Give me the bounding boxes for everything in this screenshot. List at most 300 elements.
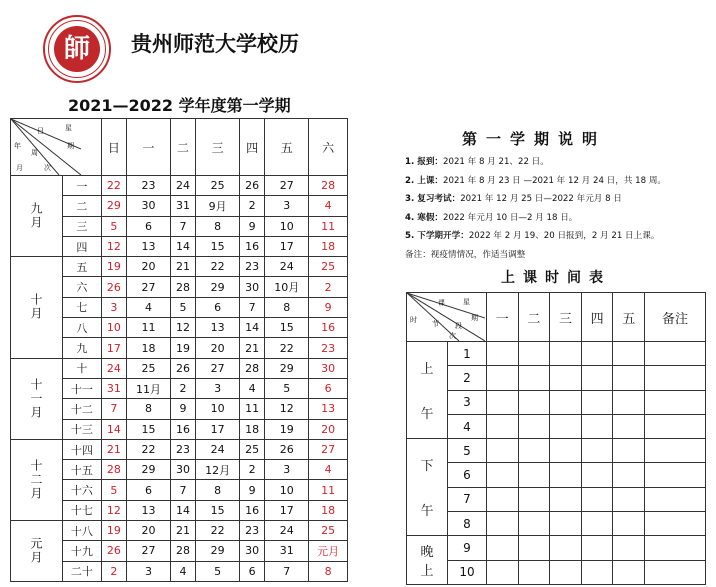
- schedule-slot: [487, 487, 519, 511]
- calendar-day-cell: 26: [170, 358, 195, 378]
- calendar-day-cell: 23: [127, 176, 171, 196]
- explanation-note: 备注：视疫情情况，作适当调整: [405, 249, 526, 260]
- period-number: 8: [448, 512, 487, 536]
- week-number: 四: [63, 236, 102, 256]
- calendar-day-cell: 26: [265, 439, 309, 459]
- schedule-corner-duan: 段: [455, 322, 462, 330]
- calendar-day-cell: 27: [309, 439, 348, 459]
- calendar-day-cell: 29: [196, 541, 240, 561]
- calendar-day-cell: 10: [101, 318, 126, 338]
- calendar-day-cell: 4: [309, 460, 348, 480]
- week-number: 九: [63, 338, 102, 358]
- calendar-day-cell: 30: [127, 196, 171, 216]
- calendar-day-cell: 22: [101, 176, 126, 196]
- month-label: 十二月: [11, 439, 63, 520]
- period-number: 1: [448, 342, 487, 366]
- schedule-slot: [518, 487, 550, 511]
- calendar-day-cell: 17: [265, 500, 309, 520]
- schedule-slot: [581, 439, 613, 463]
- schedule-period-row: [407, 536, 706, 560]
- period-number: 2: [448, 366, 487, 390]
- week-number: 十二: [63, 399, 102, 419]
- schedule-slot: [550, 414, 582, 438]
- calendar-day-cell: 23: [170, 439, 195, 459]
- calendar-day-cell: 15: [196, 500, 240, 520]
- calendar-day-cell: 7: [265, 561, 309, 581]
- calendar-day-cell: 3: [196, 378, 240, 398]
- weekday-sat: 六: [309, 119, 348, 176]
- calendar-day-cell: 13: [309, 399, 348, 419]
- schedule-slot: [550, 512, 582, 536]
- calendar-day-cell: 29: [101, 196, 126, 216]
- schedule-header-row: [407, 293, 706, 342]
- calendar-day-cell: 16: [309, 318, 348, 338]
- calendar-day-cell: 20: [127, 521, 171, 541]
- calendar-day-cell: 9: [309, 297, 348, 317]
- schedule-body: [407, 342, 706, 585]
- calendar-day-cell: 12: [265, 399, 309, 419]
- schedule-slot: [550, 536, 582, 560]
- calendar-day-cell: 24: [101, 358, 126, 378]
- calendar-day-cell: 14: [240, 318, 265, 338]
- calendar-day-cell: 10: [265, 480, 309, 500]
- calendar-day-cell: 7: [170, 216, 195, 236]
- month-label: 十一月: [11, 358, 63, 439]
- class-schedule-table: [406, 292, 706, 585]
- calendar-day-cell: 4: [127, 297, 171, 317]
- calendar-day-cell: 12: [101, 500, 126, 520]
- calendar-day-cell: 27: [265, 176, 309, 196]
- period-number: 9: [448, 536, 487, 560]
- calendar-day-cell: 5: [170, 297, 195, 317]
- calendar-day-cell: 21: [240, 338, 265, 358]
- calendar-day-cell: 3: [265, 460, 309, 480]
- calendar-day-cell: 19: [170, 338, 195, 358]
- calendar-day-cell: 27: [196, 358, 240, 378]
- calendar-day-cell: 6: [127, 216, 171, 236]
- calendar-day-cell: 12: [101, 236, 126, 256]
- calendar-day-cell: 29: [265, 358, 309, 378]
- schedule-slot: [581, 487, 613, 511]
- calendar-day-cell: 19: [101, 257, 126, 277]
- calendar-day-cell: 9月: [196, 196, 240, 216]
- schedule-slot: [550, 342, 582, 366]
- calendar-day-cell: 5: [101, 216, 126, 236]
- schedule-slot: [518, 414, 550, 438]
- calendar-day-cell: 30: [309, 358, 348, 378]
- calendar-day-cell: 3: [265, 196, 309, 216]
- schedule-slot: [613, 536, 645, 560]
- calendar-day-cell: 18: [309, 236, 348, 256]
- schedule-slot: [550, 390, 582, 414]
- schedule-slot: [613, 487, 645, 511]
- calendar-day-cell: 13: [196, 318, 240, 338]
- calendar-day-cell: 28: [101, 460, 126, 480]
- calendar-day-cell: 20: [309, 419, 348, 439]
- schedule-slot: [581, 342, 613, 366]
- calendar-day-cell: 24: [265, 257, 309, 277]
- calendar-day-cell: 18: [309, 500, 348, 520]
- calendar-body: [11, 176, 348, 582]
- calendar-day-cell: 5: [265, 378, 309, 398]
- time-of-day-char: 午: [420, 407, 434, 423]
- schedule-slot: [550, 463, 582, 487]
- calendar-day-cell: 22: [127, 439, 171, 459]
- calendar-day-cell: 8: [265, 297, 309, 317]
- calendar-day-cell: 3: [101, 297, 126, 317]
- schedule-slot: [581, 390, 613, 414]
- time-of-day-char: 午: [420, 504, 434, 520]
- schedule-slot: [613, 366, 645, 390]
- calendar-day-cell: 16: [170, 419, 195, 439]
- calendar-day-cell: 8: [127, 399, 171, 419]
- schedule-period-row: [407, 512, 706, 536]
- corner-yue: 月: [16, 164, 23, 172]
- explanation-list: [405, 156, 705, 267]
- period-number: 7: [448, 487, 487, 511]
- calendar-day-cell: 13: [127, 236, 171, 256]
- calendar-day-cell: 26: [101, 277, 126, 297]
- calendar-day-cell: 19: [101, 521, 126, 541]
- corner-ri: 日: [37, 127, 44, 135]
- calendar-day-cell: 15: [196, 236, 240, 256]
- calendar-day-cell: 10月: [265, 277, 309, 297]
- calendar-day-cell: 30: [170, 460, 195, 480]
- schedule-slot: [645, 414, 706, 438]
- schedule-slot: [613, 463, 645, 487]
- schedule-slot: [645, 342, 706, 366]
- calendar-day-cell: 25: [196, 176, 240, 196]
- schedule-slot: [518, 342, 550, 366]
- schedule-slot: [613, 512, 645, 536]
- calendar-day-cell: 28: [170, 541, 195, 561]
- schedule-corner-qi: 期: [471, 314, 478, 322]
- explanation-item: 3. 复习考试：2021 年 12 月 25 日—2022 年元月 8 日: [405, 194, 622, 204]
- schedule-slot: [518, 536, 550, 560]
- corner-nian: 年: [14, 142, 21, 150]
- calendar-day-cell: 28: [240, 358, 265, 378]
- calendar-day-cell: 22: [196, 257, 240, 277]
- calendar-day-cell: 31: [265, 541, 309, 561]
- schedule-col-thu: 四: [581, 293, 613, 342]
- schedule-slot: [487, 536, 519, 560]
- calendar-day-cell: 4: [240, 378, 265, 398]
- schedule-slot: [487, 342, 519, 366]
- schedule-slot: [613, 414, 645, 438]
- schedule-slot: [518, 560, 550, 584]
- schedule-col-notes: 备注: [645, 293, 706, 342]
- calendar-day-cell: 10: [196, 399, 240, 419]
- calendar-day-cell: 31: [101, 378, 126, 398]
- time-of-day-char: 晚: [420, 545, 434, 561]
- calendar-day-cell: 12月: [196, 460, 240, 480]
- academic-calendar-table: [10, 118, 348, 582]
- calendar-day-cell: 20: [127, 257, 171, 277]
- schedule-slot: [645, 366, 706, 390]
- calendar-day-cell: 30: [240, 541, 265, 561]
- schedule-slot: [550, 560, 582, 584]
- schedule-slot: [645, 536, 706, 560]
- schedule-slot: [518, 390, 550, 414]
- calendar-day-cell: 11: [309, 480, 348, 500]
- calendar-day-cell: 2: [309, 277, 348, 297]
- calendar-day-cell: 28: [170, 277, 195, 297]
- schedule-slot: [581, 414, 613, 438]
- calendar-header-row: [11, 119, 348, 176]
- schedule-period-row: [407, 463, 706, 487]
- calendar-day-cell: 6: [127, 480, 171, 500]
- calendar-day-cell: 11: [127, 318, 171, 338]
- calendar-day-cell: 26: [240, 176, 265, 196]
- calendar-day-cell: 13: [127, 500, 171, 520]
- schedule-slot: [518, 439, 550, 463]
- calendar-day-cell: 3: [127, 561, 171, 581]
- week-number: 十八: [63, 521, 102, 541]
- weekday-mon: 一: [127, 119, 171, 176]
- calendar-day-cell: 6: [309, 378, 348, 398]
- schedule-slot: [487, 366, 519, 390]
- explanation-title: 第一学期说明: [462, 130, 607, 148]
- month-label: 十月: [11, 257, 63, 358]
- calendar-day-cell: 元月: [309, 541, 348, 561]
- calendar-day-cell: 15: [127, 419, 171, 439]
- calendar-day-cell: 9: [170, 399, 195, 419]
- schedule-slot: [487, 414, 519, 438]
- weekday-thu: 四: [240, 119, 265, 176]
- schedule-slot: [550, 366, 582, 390]
- calendar-day-cell: 6: [196, 297, 240, 317]
- calendar-day-cell: 29: [127, 460, 171, 480]
- calendar-day-cell: 25: [309, 521, 348, 541]
- schedule-slot: [581, 536, 613, 560]
- calendar-day-cell: 20: [196, 338, 240, 358]
- schedule-period-row: [407, 366, 706, 390]
- calendar-day-cell: 9: [240, 216, 265, 236]
- calendar-day-cell: 8: [309, 561, 348, 581]
- calendar-day-cell: 14: [170, 236, 195, 256]
- calendar-week-row: [11, 358, 348, 378]
- time-of-day-label: [407, 342, 448, 439]
- semester-title: 2021—2022 学年度第一学期: [68, 96, 291, 115]
- week-number: 十三: [63, 419, 102, 439]
- calendar-day-cell: 2: [240, 460, 265, 480]
- calendar-day-cell: 10: [265, 216, 309, 236]
- calendar-day-cell: 17: [196, 419, 240, 439]
- schedule-slot: [518, 512, 550, 536]
- university-title: 贵州师范大学校历: [131, 32, 299, 56]
- logo-character: 師: [63, 34, 90, 64]
- schedule-period-row: [407, 390, 706, 414]
- calendar-day-cell: 2: [101, 561, 126, 581]
- week-number: 一: [63, 176, 102, 196]
- calendar-day-cell: 16: [240, 500, 265, 520]
- calendar-day-cell: 11月: [127, 378, 171, 398]
- calendar-day-cell: 19: [265, 419, 309, 439]
- explanation-item: 5. 下学期开学：2022 年 2 月 19、20 日报到，2 月 21 日上课。: [405, 231, 660, 241]
- schedule-slot: [613, 560, 645, 584]
- schedule-slot: [645, 560, 706, 584]
- weekday-fri: 五: [265, 119, 309, 176]
- time-of-day-char: 下: [420, 459, 434, 475]
- schedule-col-mon: 一: [487, 293, 519, 342]
- schedule-corner-jie: 节: [432, 320, 439, 328]
- explanation-item: 1. 报到：2021 年 8 月 21、22 日。: [405, 157, 549, 167]
- schedule-slot: [550, 487, 582, 511]
- week-number: 八: [63, 318, 102, 338]
- schedule-period-row: [407, 560, 706, 584]
- calendar-day-cell: 9: [240, 480, 265, 500]
- schedule-slot: [613, 439, 645, 463]
- schedule-corner-cell: [407, 293, 487, 342]
- schedule-title: 上课时间表: [501, 270, 611, 286]
- calendar-day-cell: 24: [170, 176, 195, 196]
- week-number: 十五: [63, 460, 102, 480]
- corner-xing: 星: [65, 124, 72, 132]
- calendar-day-cell: 11: [309, 216, 348, 236]
- week-number: 二十: [63, 561, 102, 581]
- schedule-col-tue: 二: [518, 293, 550, 342]
- calendar-day-cell: 14: [101, 419, 126, 439]
- schedule-col-fri: 五: [613, 293, 645, 342]
- schedule-slot: [518, 463, 550, 487]
- weekday-tue: 二: [170, 119, 195, 176]
- schedule-slot: [581, 512, 613, 536]
- week-number: 五: [63, 257, 102, 277]
- calendar-day-cell: 5: [101, 480, 126, 500]
- calendar-day-cell: 25: [240, 439, 265, 459]
- corner-qi: 期: [67, 142, 74, 150]
- week-number: 十九: [63, 541, 102, 561]
- calendar-day-cell: 28: [309, 176, 348, 196]
- schedule-period-row: [407, 414, 706, 438]
- schedule-slot: [645, 439, 706, 463]
- schedule-slot: [645, 487, 706, 511]
- period-number: 4: [448, 414, 487, 438]
- calendar-day-cell: 11: [240, 399, 265, 419]
- schedule-slot: [550, 439, 582, 463]
- weekday-sun: 日: [101, 119, 126, 176]
- month-label: 元月: [11, 521, 63, 582]
- calendar-day-cell: 21: [170, 257, 195, 277]
- week-number: 三: [63, 216, 102, 236]
- calendar-week-row: [11, 257, 348, 277]
- schedule-slot: [581, 560, 613, 584]
- calendar-day-cell: 15: [265, 318, 309, 338]
- calendar-day-cell: 7: [101, 399, 126, 419]
- calendar-day-cell: 24: [265, 521, 309, 541]
- weekday-wed: 三: [196, 119, 240, 176]
- calendar-day-cell: 30: [240, 277, 265, 297]
- schedule-slot: [581, 366, 613, 390]
- calendar-day-cell: 25: [127, 358, 171, 378]
- schedule-slot: [645, 512, 706, 536]
- schedule-period-row: [407, 439, 706, 463]
- calendar-week-row: [11, 521, 348, 541]
- calendar-day-cell: 4: [170, 561, 195, 581]
- calendar-day-cell: 12: [170, 318, 195, 338]
- calendar-day-cell: 21: [170, 521, 195, 541]
- schedule-corner-xing: 星: [463, 298, 470, 306]
- calendar-day-cell: 8: [196, 480, 240, 500]
- week-number: 十一: [63, 378, 102, 398]
- time-of-day-char: 上: [420, 564, 434, 580]
- schedule-slot: [518, 366, 550, 390]
- calendar-day-cell: 23: [309, 338, 348, 358]
- calendar-day-cell: 25: [309, 257, 348, 277]
- calendar-day-cell: 17: [101, 338, 126, 358]
- corner-zhou: 周: [31, 149, 38, 157]
- calendar-day-cell: 8: [196, 216, 240, 236]
- calendar-day-cell: 16: [240, 236, 265, 256]
- month-label: 九月: [11, 176, 63, 257]
- period-number: 3: [448, 390, 487, 414]
- time-of-day-label: [407, 536, 448, 585]
- week-number: 六: [63, 277, 102, 297]
- calendar-day-cell: 23: [240, 521, 265, 541]
- period-number: 6: [448, 463, 487, 487]
- explanation-item: 2. 上课：2021 年 8 月 23 日 —2021 年 12 月 24 日，共 18 周。: [405, 175, 667, 186]
- week-number: 十六: [63, 480, 102, 500]
- calendar-day-cell: 27: [127, 541, 171, 561]
- calendar-day-cell: 2: [170, 378, 195, 398]
- schedule-col-wed: 三: [550, 293, 582, 342]
- schedule-slot: [581, 463, 613, 487]
- calendar-day-cell: 7: [170, 480, 195, 500]
- calendar-day-cell: 4: [309, 196, 348, 216]
- schedule-slot: [487, 390, 519, 414]
- period-number: 10: [448, 560, 487, 584]
- calendar-day-cell: 18: [240, 419, 265, 439]
- schedule-period-row: [407, 342, 706, 366]
- schedule-corner-ke: 课: [438, 299, 445, 307]
- schedule-corner-shi: 时: [410, 316, 417, 324]
- week-number: 十: [63, 358, 102, 378]
- corner-ci: 次: [44, 164, 51, 172]
- calendar-day-cell: 23: [240, 257, 265, 277]
- calendar-day-cell: 22: [196, 521, 240, 541]
- calendar-day-cell: 31: [170, 196, 195, 216]
- schedule-slot: [487, 512, 519, 536]
- calendar-day-cell: 26: [101, 541, 126, 561]
- week-number: 十四: [63, 439, 102, 459]
- period-number: 5: [448, 439, 487, 463]
- calendar-day-cell: 27: [127, 277, 171, 297]
- calendar-day-cell: 18: [127, 338, 171, 358]
- schedule-slot: [487, 439, 519, 463]
- calendar-day-cell: 5: [196, 561, 240, 581]
- calendar-day-cell: 21: [101, 439, 126, 459]
- calendar-day-cell: 14: [170, 500, 195, 520]
- explanation-item: 4. 寒假：2022 年元月 10 日—2 月 18 日。: [405, 212, 578, 223]
- schedule-slot: [613, 342, 645, 366]
- calendar-day-cell: 2: [240, 196, 265, 216]
- time-of-day-char: 上: [420, 362, 434, 378]
- week-number: 二: [63, 196, 102, 216]
- calendar-day-cell: 24: [196, 439, 240, 459]
- calendar-day-cell: 17: [265, 236, 309, 256]
- schedule-slot: [645, 463, 706, 487]
- schedule-slot: [613, 390, 645, 414]
- university-logo: [43, 15, 111, 83]
- week-number: 十七: [63, 500, 102, 520]
- schedule-corner-ci: 次: [449, 332, 456, 340]
- calendar-day-cell: 7: [240, 297, 265, 317]
- calendar-week-row: [11, 439, 348, 459]
- time-of-day-label: [407, 439, 448, 536]
- schedule-period-row: [407, 487, 706, 511]
- calendar-day-cell: 6: [240, 561, 265, 581]
- calendar-day-cell: 22: [265, 338, 309, 358]
